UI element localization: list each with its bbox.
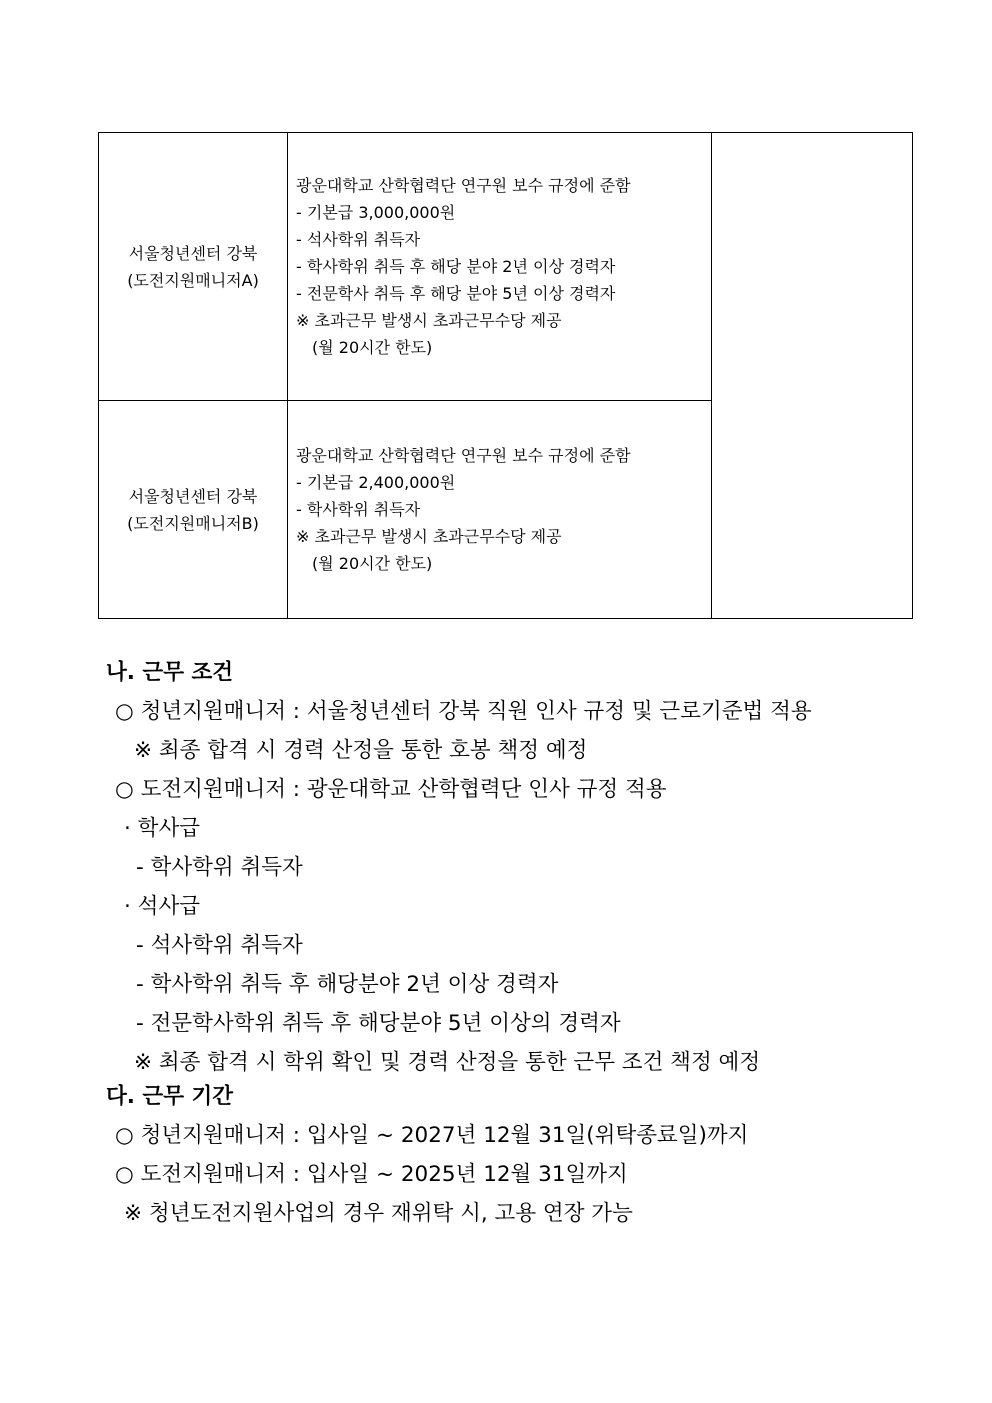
list-item: ○ 도전지원매니저 : 광운대학교 산학협력단 인사 규정 적용 [115,777,667,802]
list-item: - 학사학위 취득 후 해당분야 2년 이상 경력자 [136,972,559,997]
position-name: 서울청년센터 강북 [128,486,258,506]
qualification-item: - 학사학위 취득 후 해당 분야 2년 이상 경력자 [296,257,616,276]
qualification-item: - 전문학사 취득 후 해당 분야 5년 이상 경력자 [296,284,616,303]
list-item: ○ 도전지원매니저 : 입사일 ~ 2025년 12월 31일까지 [115,1162,628,1187]
qualification-item: - 석사학위 취득자 [296,230,421,249]
base-salary: - 기본급 3,000,000원 [296,203,456,222]
overtime-note: ※ 초과근무 발생시 초과근무수당 제공 [296,527,562,546]
sub-heading: · 석사급 [124,894,200,919]
overtime-limit: (월 20시간 한도) [312,554,433,573]
table-row [99,133,913,401]
position-cell [99,133,288,401]
salary-description-cell [288,401,712,619]
position-cell [99,401,288,619]
section-heading: 나. 근무 조건 [106,660,233,685]
sub-heading: · 학사급 [124,816,200,841]
list-item: - 석사학위 취득자 [136,933,303,958]
salary-rule: 광운대학교 산학협력단 연구원 보수 규정에 준함 [296,176,631,195]
salary-rule: 광운대학교 산학협력단 연구원 보수 규정에 준함 [296,446,631,465]
note-item: ※ 최종 합격 시 학위 확인 및 경력 산정을 통한 근무 조건 책정 예정 [134,1050,761,1075]
work-conditions-section [0,653,992,1082]
list-item: ○ 청년지원매니저 : 서울청년센터 강북 직원 인사 규정 및 근로기준법 적용 [115,699,812,724]
qualification-item: - 학사학위 취득자 [296,500,421,519]
note-item: ※ 최종 합격 시 경력 산정을 통한 호봉 책정 예정 [134,738,588,763]
empty-cell [712,133,913,619]
position-role: (도전지원매니저A) [127,270,259,290]
position-role: (도전지원매니저B) [127,513,259,533]
list-item: - 전문학사학위 취득 후 해당분야 5년 이상의 경력자 [136,1011,621,1036]
list-item: ○ 청년지원매니저 : 입사일 ~ 2027년 12월 31일(위탁종료일)까지 [115,1123,749,1148]
work-period-section [0,1077,992,1233]
overtime-note: ※ 초과근무 발생시 초과근무수당 제공 [296,311,562,330]
salary-description-cell [288,133,712,401]
base-salary: - 기본급 2,400,000원 [296,473,456,492]
list-item: - 학사학위 취득자 [136,855,303,880]
salary-table [98,132,913,619]
position-name: 서울청년센터 강북 [128,243,258,263]
section-heading: 다. 근무 기간 [106,1084,233,1109]
note-item: ※ 청년도전지원사업의 경우 재위탁 시, 고용 연장 가능 [124,1201,633,1226]
overtime-limit: (월 20시간 한도) [312,338,433,357]
